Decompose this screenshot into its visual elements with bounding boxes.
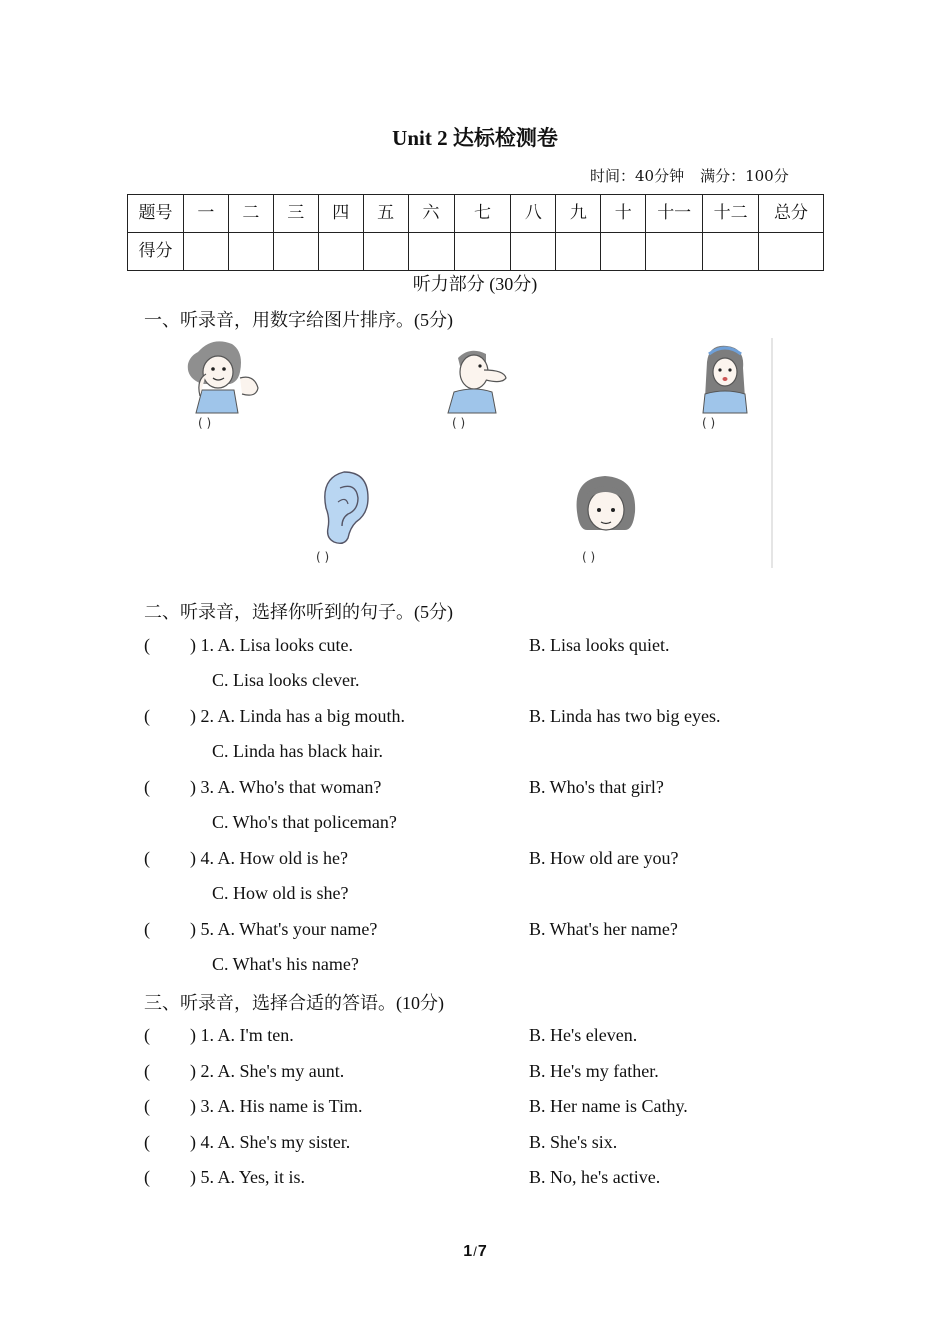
page-number [0,1243,950,1261]
answer-paren[interactable]: ( [144,706,150,726]
option-a: ) 2. A. Linda has a big mouth. [190,706,405,726]
option-b: B. She's six. [529,1132,618,1152]
old-man-icon [440,344,512,414]
image-answer-bracket: ( ) [582,550,596,564]
score-header-cell: 十二 [703,195,759,233]
option-b: B. Linda has two big eyes. [529,706,721,726]
image-divider [771,338,773,568]
score-header-cell: 九 [556,195,601,233]
short-hair-girl-icon [571,472,641,542]
score-row-label: 得分 [128,233,184,271]
full-score: 满分：100分 [700,167,789,185]
score-header-cell: 题号 [128,195,184,233]
score-header-cell: 四 [318,195,363,233]
image-answer-bracket: ( ) [702,416,716,430]
score-header-cell: 三 [273,195,318,233]
option-b: B. What's her name? [529,919,678,939]
s3-question-5 [144,1167,305,1188]
section2-heading: 二、听录音，选择你听到的句子。(5分) [144,602,453,622]
score-cell[interactable] [601,233,646,271]
s2-question-1 [144,635,353,656]
image-answer-bracket: ( ) [452,416,466,430]
score-header-cell: 六 [408,195,454,233]
s2-question-2 [144,706,405,727]
s2-question-5 [144,919,377,940]
option-b: B. How old are you? [529,848,679,868]
option-c: C. What's his name? [212,954,359,974]
s3-question-1 [144,1025,294,1046]
score-table [127,194,824,271]
image-answer-bracket: ( ) [198,416,212,430]
option-a: ) 1. A. I'm ten. [190,1025,294,1045]
option-a: ) 5. A. What's your name? [190,919,378,939]
s3-question-2 [144,1061,344,1082]
score-header-cell: 十 [601,195,646,233]
option-a: ) 1. A. Lisa looks cute. [190,635,353,655]
section1-heading: 一、听录音，用数字给图片排序。(5分) [144,310,453,330]
answer-paren[interactable]: ( [144,777,150,797]
answer-paren[interactable]: ( [144,1167,150,1187]
score-header-cell: 七 [454,195,511,233]
score-header-cell: 二 [228,195,273,233]
answer-paren[interactable]: ( [144,1096,150,1116]
s2-question-4 [144,848,348,869]
score-cell[interactable] [183,233,228,271]
option-c: C. Linda has black hair. [212,741,383,761]
girl-waving-icon [180,338,264,414]
total-pages: 7 [477,1243,487,1260]
page-title: Unit 2 达标检测卷 [392,126,558,150]
ear-icon [318,468,370,546]
score-header-cell: 总分 [759,195,824,233]
option-b: B. Who's that girl? [529,777,664,797]
option-b: B. Her name is Cathy. [529,1096,688,1116]
score-cell[interactable] [646,233,703,271]
listening-part-title: 听力部分 (30分) [412,274,538,294]
score-cell[interactable] [363,233,408,271]
section3-heading: 三、听录音，选择合适的答语。(10分) [144,993,444,1013]
image-answer-bracket: ( ) [316,550,330,564]
option-b: B. Lisa looks quiet. [529,635,670,655]
s2-question-3 [144,777,381,798]
answer-paren[interactable]: ( [144,1132,150,1152]
answer-paren[interactable]: ( [144,1025,150,1045]
answer-paren[interactable]: ( [144,635,150,655]
answer-paren[interactable]: ( [144,1061,150,1081]
option-c: C. How old is she? [212,883,349,903]
score-cell[interactable] [703,233,759,271]
score-cell[interactable] [408,233,454,271]
score-cell[interactable] [318,233,363,271]
score-header-cell: 五 [363,195,408,233]
score-table-score-row [128,233,824,271]
score-cell[interactable] [273,233,318,271]
option-a: ) 4. A. She's my sister. [190,1132,351,1152]
option-b: B. No, he's active. [529,1167,661,1187]
score-cell[interactable] [511,233,556,271]
s3-question-4 [144,1132,350,1153]
option-c: C. Who's that policeman? [212,812,397,832]
score-cell[interactable] [454,233,511,271]
score-header-cell: 八 [511,195,556,233]
answer-paren[interactable]: ( [144,919,150,939]
page-separator: / [473,1244,477,1259]
option-b: B. He's eleven. [529,1025,638,1045]
time-limit: 时间：40分钟 [590,167,685,185]
score-cell[interactable] [556,233,601,271]
option-a: ) 4. A. How old is he? [190,848,348,868]
girl-headband-icon [697,342,753,414]
score-header-cell: 一 [183,195,228,233]
current-page: 1 [463,1243,473,1260]
option-c: C. Lisa looks clever. [212,670,360,690]
score-table-header-row [128,195,824,233]
s3-question-3 [144,1096,363,1117]
option-a: ) 5. A. Yes, it is. [190,1167,306,1187]
score-cell[interactable] [228,233,273,271]
score-cell[interactable] [759,233,824,271]
answer-paren[interactable]: ( [144,848,150,868]
option-b: B. He's my father. [529,1061,659,1081]
exam-meta [590,165,789,186]
option-a: ) 3. A. Who's that woman? [190,777,382,797]
option-a: ) 2. A. She's my aunt. [190,1061,345,1081]
score-header-cell: 十一 [646,195,703,233]
option-a: ) 3. A. His name is Tim. [190,1096,363,1116]
